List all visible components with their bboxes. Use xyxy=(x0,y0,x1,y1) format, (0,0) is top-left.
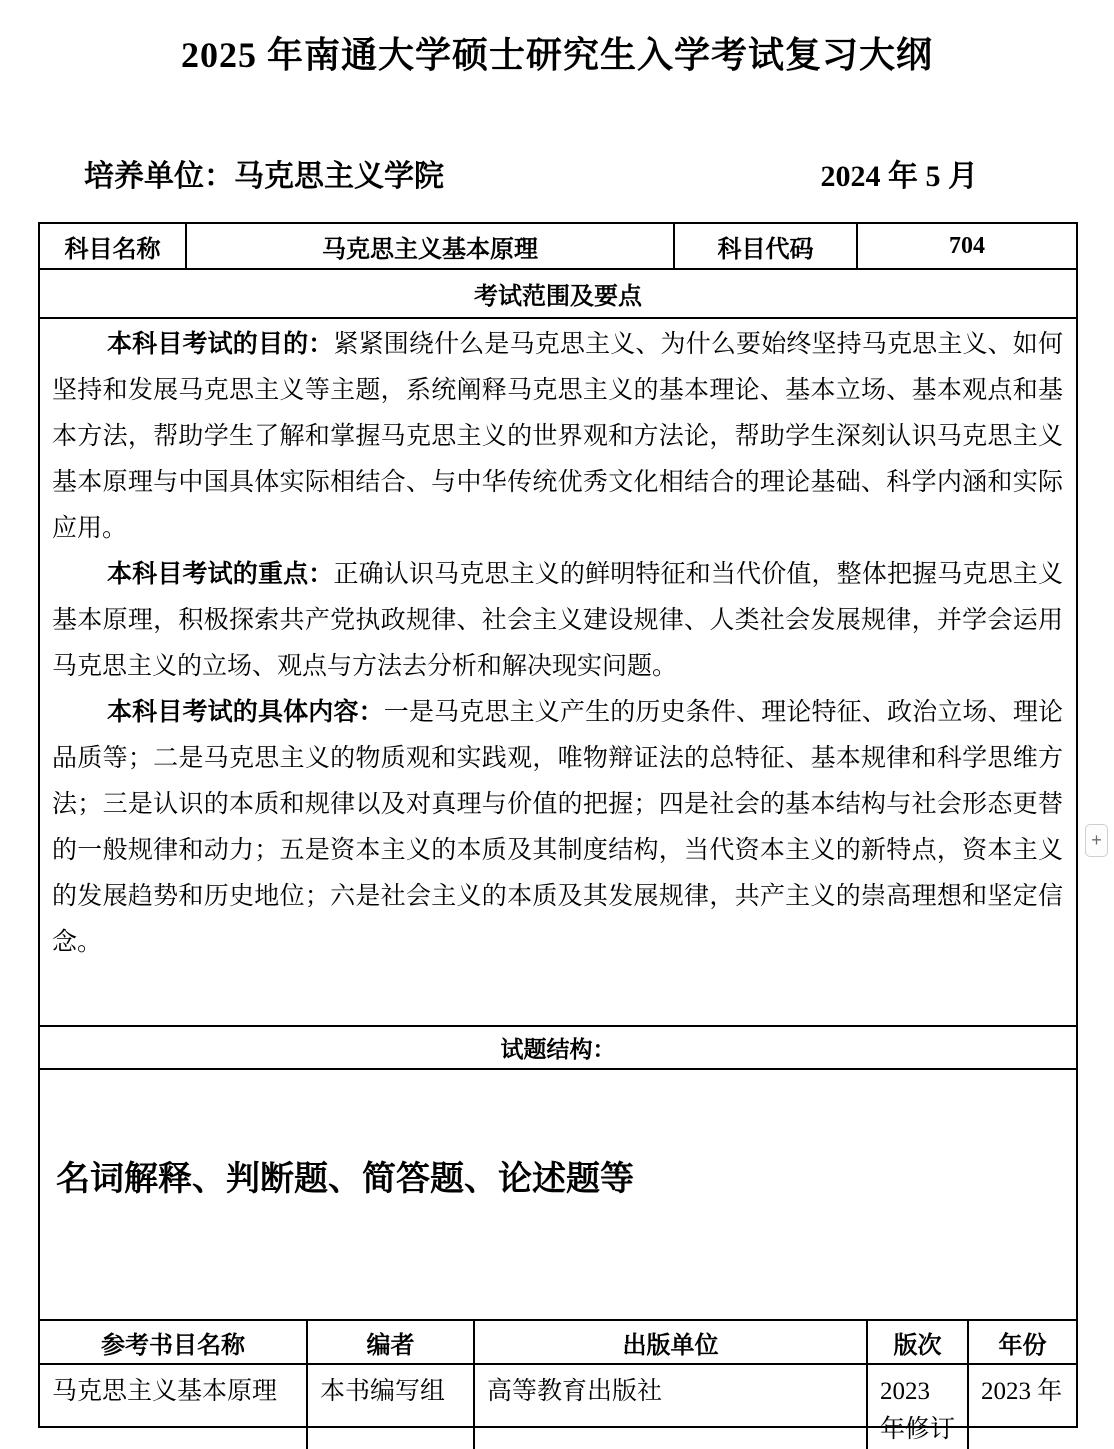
scope-content-row xyxy=(40,317,1076,1025)
page-title: 2025 年南通大学硕士研究生入学考试复习大纲 xyxy=(180,35,933,75)
scope-content xyxy=(40,319,1076,1025)
ref-header-editor: 编者 xyxy=(306,1321,473,1363)
ref-edition: 2023 年修订 xyxy=(866,1365,967,1449)
question-types-row xyxy=(40,1068,1076,1319)
structure-header-row xyxy=(40,1025,1076,1068)
ref-year: 2023 年 xyxy=(967,1365,1076,1449)
paragraph-exam-focus xyxy=(52,552,1063,690)
structure-header: 试题结构： xyxy=(500,1037,616,1062)
paragraph-lead: 本科目考试的具体内容： xyxy=(107,699,384,726)
paragraph-lead: 本科目考试的重点： xyxy=(107,561,334,588)
scope-header: 考试范围及要点 xyxy=(474,284,642,310)
ref-book-title: 马克思主义基本原理 xyxy=(52,1378,278,1405)
paragraph-exam-purpose xyxy=(52,322,1063,552)
ref-header-book: 参考书目名称 xyxy=(101,1332,245,1359)
ref-header-publisher: 出版单位 xyxy=(473,1321,866,1363)
subject-name-label: 科目名称 xyxy=(64,236,161,263)
ref-header-year: 年份 xyxy=(967,1321,1076,1363)
subject-code-value: 704 xyxy=(856,224,1076,268)
subject-row xyxy=(40,224,1076,268)
ref-header-edition: 版次 xyxy=(866,1321,967,1363)
ref-editor: 本书编写组 xyxy=(306,1365,473,1449)
subject-code-label: 科目代码 xyxy=(673,224,856,268)
references-header-row xyxy=(40,1319,1076,1363)
paragraph-lead: 本科目考试的目的： xyxy=(107,331,334,358)
document-date: 2024 年 5 月 xyxy=(820,160,978,194)
document-page xyxy=(0,34,1114,1443)
scope-header-row xyxy=(40,268,1076,317)
subject-name-value: 马克思主义基本原理 xyxy=(185,224,673,268)
paragraph-body: 正确认识马克思主义的鲜明特征和当代价值，整体把握马克思主义基本原理，积极探索共产党执政规律、社会主义建设规律、人类社会发展规律，并学会运用马克思主义的立场、观点与方法去分析和解决现实问题。 xyxy=(52,561,1063,680)
paragraph-body: 一是马克思主义产生的历史条件、理论特征、政治立场、理论品质等；二是马克思主义的物质观和实践观，唯物辩证法的总特征、基本规律和科学思维方法；三是认识的本质和规律以及对真理与价值的把握；四是社会的基本结构与社会形态更替的一般规律和动力；五是资本主义的本质及其制度结构，当代资本主义的新特点，资本主义的发展趋势和历史地位；六是社会主义的本质及其发展规律，共产主义的崇高理想和坚定信念。 xyxy=(52,699,1063,956)
paragraph-body: 紧紧围绕什么是马克思主义、为什么要始终坚持马克思主义、如何坚持和发展马克思主义等主题，系统阐释马克思主义的基本理论、基本立场、基本观点和基本方法，帮助学生了解和掌握马克思主义的世界观和方法论，帮助学生深刻认识马克思主义基本原理与中国具体实际相结合、与中华传统优秀文化相结合的理论基础、科学内涵和实际应用。 xyxy=(52,331,1063,542)
expand-button[interactable] xyxy=(1085,824,1108,857)
plus-icon: + xyxy=(1091,830,1102,850)
unit-date-line xyxy=(0,151,1114,195)
paragraph-exam-details xyxy=(52,690,1063,966)
reference-row xyxy=(40,1363,1076,1449)
ref-publisher: 高等教育出版社 xyxy=(473,1365,866,1449)
syllabus-table xyxy=(38,222,1078,1443)
training-unit-label: 培养单位：马克思主义学院 xyxy=(84,160,444,194)
question-types: 名词解释、判断题、简答题、论述题等 xyxy=(56,1161,634,1198)
